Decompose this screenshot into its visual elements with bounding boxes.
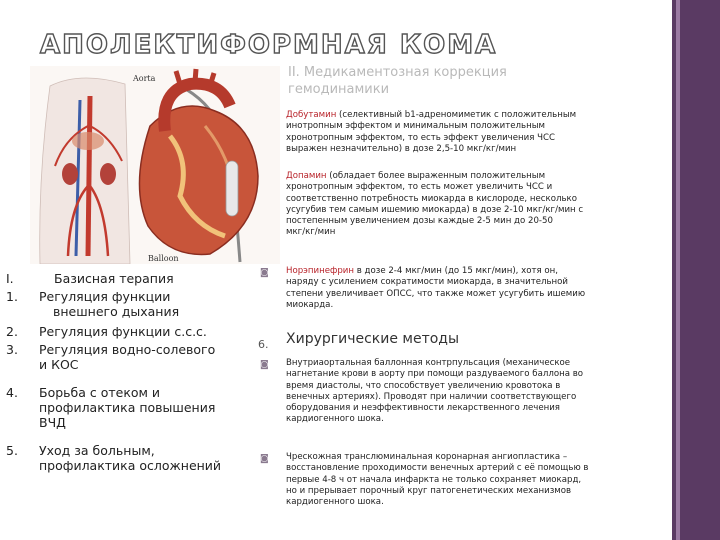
dopamine-paragraph: [286, 171, 583, 239]
list-text-block: [39, 443, 249, 473]
list-text: внешнего дыхания: [53, 304, 180, 319]
norepinephrine-text: наряду с усилением сократимости миокарда, в значительной: [286, 277, 569, 288]
surgery-heading: Хирургические методы: [286, 331, 460, 347]
list-text-block: [39, 342, 249, 372]
surgery-text: венечных артериях). Проводят при наличии соответствующего: [286, 391, 577, 402]
bullet-icon: ◙: [260, 360, 269, 370]
list-text: Регуляция функции с.с.с.: [39, 324, 207, 339]
list-number: 1.: [6, 289, 18, 304]
list-text-block: [39, 385, 249, 430]
norepinephrine-text: в дозе 2-4 мкг/мин (до 15 мкг/мин), хотя он,: [354, 266, 558, 276]
dopamine-text: хронотропным эффектом, то есть может увеличить ЧСС и: [286, 182, 553, 193]
dobutamine-text: выражен незначительно) в дозе 2,5-10 мкг/кг/мин: [286, 143, 517, 154]
dopamine-text: усугубив тем самым ишемию миокарда) в дозе 2-10 мкг/кг/мин с: [286, 204, 584, 215]
subtitle-line-1: II. Медикаментозная коррекция: [288, 65, 507, 80]
dobutamine-name: Добутамин: [286, 110, 337, 120]
balloon-counterpulsation-paragraph: [286, 358, 583, 426]
dobutamine-text: хронотропным эффектом, то есть эффект увеличения ЧСС: [286, 132, 556, 143]
list-text-block: [39, 289, 249, 319]
section-subtitle: [288, 64, 507, 98]
norepinephrine-text: степени увеличивает ОПСС, что также может усугубить ишемию: [286, 288, 586, 299]
decorative-sidebar: [672, 0, 720, 540]
bullet-icon: ◙: [260, 268, 269, 278]
surgery-text: время диастолы, что способствует увеличению кровотока в: [286, 380, 561, 391]
list-number: 3.: [6, 342, 18, 357]
label-aorta: Aorta: [133, 74, 156, 83]
dobutamine-text: (селективный b1-адреномиметик с положительным: [336, 110, 577, 120]
surgery-text: первые 4-8 ч от начала инфаркта не только сохраняет миокард,: [286, 474, 582, 485]
list-text: и КОС: [39, 357, 79, 372]
list-text: Базисная терапия: [54, 271, 174, 286]
dopamine-text: мкг/кг/мин: [286, 227, 336, 238]
surgery-text: но и прерывает порочный круг патогенетических механизмов: [286, 485, 572, 496]
norepinephrine-paragraph: [286, 266, 585, 311]
surgery-text: Чрескожная транслюминальная коронарная ангиопластика –: [286, 452, 568, 462]
list-text: Регуляция функции: [39, 289, 171, 304]
dopamine-name: Допамин: [286, 171, 327, 181]
dopamine-text: (обладает более выраженным положительным: [326, 171, 546, 181]
label-balloon: Balloon: [148, 254, 179, 263]
surgery-text: восстановление проходимости венечных артерий с её помощью в: [286, 463, 589, 474]
norepinephrine-name: Норэпинефрин: [286, 266, 355, 276]
surgery-text: Внутриаортальная баллонная контрпульсация (механическое: [286, 358, 571, 368]
surgery-text: кардиогенного шока.: [286, 414, 384, 425]
list-text: профилактика повышения: [39, 400, 216, 415]
angioplasty-paragraph: [286, 452, 588, 508]
list-number: 2.: [6, 324, 18, 339]
bullet-icon: ◙: [260, 454, 269, 464]
sidebar-stripe: [676, 0, 680, 540]
list-number: 5.: [6, 443, 18, 458]
dopamine-text: соответственно потребность миокарда в кислороде, несколько: [286, 193, 577, 204]
norepinephrine-text: миокарда.: [286, 299, 334, 310]
heart-balloon-illustration: [30, 66, 280, 264]
list-text: Регуляция водно-солевого: [39, 342, 216, 357]
list-text: Уход за больным,: [39, 443, 155, 458]
list-text: профилактика осложнений: [39, 458, 222, 473]
surgery-text: оборудования и неэффективности лекарственного лечения: [286, 403, 560, 414]
list-number: 4.: [6, 385, 18, 400]
surgery-text: нагнетание крови в аорту при помощи раздуваемого баллона во: [286, 369, 584, 380]
list-text: Борьба с отеком и: [39, 385, 161, 400]
list-text: ВЧД: [39, 415, 66, 430]
surgery-number: 6.: [258, 338, 269, 351]
subtitle-line-2: гемодинамики: [288, 82, 390, 97]
dobutamine-text: инотропным эффектом и минимальным положительным: [286, 121, 545, 132]
dobutamine-paragraph: [286, 110, 576, 155]
dopamine-text: постепенным увеличением дозы каждые 2-5 мин до 20-50: [286, 216, 553, 227]
slide-title: АПОЛЕКТИФОРМНАЯ КОМА: [40, 30, 498, 60]
surgery-text: кардиогенного шока.: [286, 497, 384, 508]
list-number: I.: [6, 271, 14, 286]
